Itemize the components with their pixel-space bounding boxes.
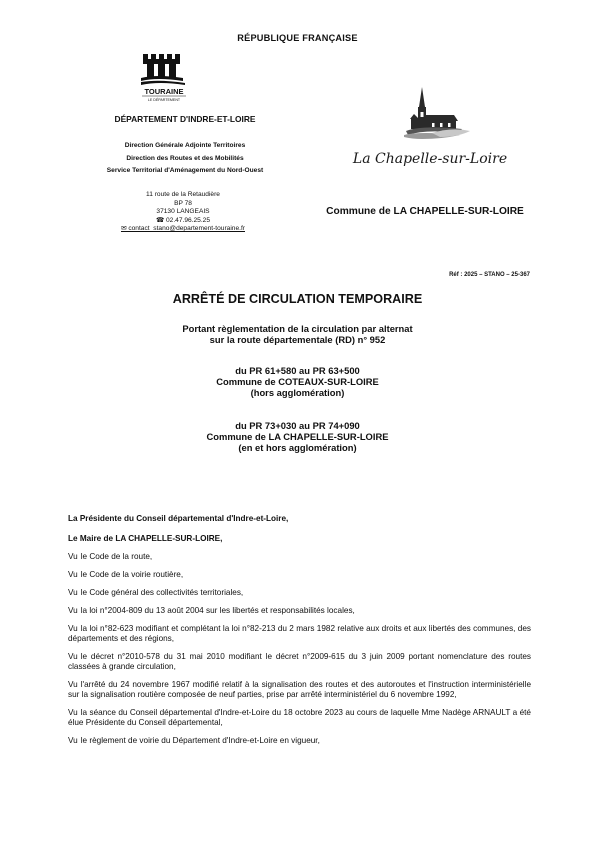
visa-vu-label: Vu (68, 708, 78, 717)
visa-text: le Code général des collectivités territoriales, (80, 588, 244, 597)
chapelle-logo-text: La Chapelle-sur-Loire (352, 151, 508, 167)
reference-number: Réf : 2025 – STANO – 25-367 (449, 272, 530, 278)
subtitle-line: (en et hors agglomération) (238, 442, 357, 453)
visa-vu-label: Vu (68, 624, 78, 633)
address-phone: ☎ 02.47.96.25.25 (155, 216, 211, 224)
visa-item (68, 552, 531, 562)
subtitle-line: Commune de LA CHAPELLE-SUR-LOIRE (206, 431, 389, 442)
document-title: ARRÊTÉ DE CIRCULATION TEMPORAIRE (172, 292, 423, 306)
department-title: DÉPARTEMENT D'INDRE-ET-LOIRE (114, 114, 256, 124)
department-line: Service Territorial d'Aménagement du Nord-Ouest (106, 167, 264, 174)
subtitle-regulation (0, 323, 595, 345)
visa-item (68, 624, 531, 644)
visas-list (68, 552, 531, 746)
visa-text: la loi n°2004-809 du 13 août 2004 sur les libertés et responsabilités locales, (80, 606, 355, 615)
visa-item (68, 588, 531, 598)
visa-text: le règlement de voirie du Département d'Indre-et-Loire en vigueur, (80, 736, 320, 745)
intro-president: La Présidente du Conseil départemental d'Indre-et-Loire, (68, 514, 289, 523)
visa-item (68, 570, 531, 580)
visa-text: l'arrêté du 24 novembre 1967 modifié relatif à la signalisation des routes et des autoroutes et l'instruction interministérielle sur la signalisation routière composée de neuf parties, prise par arrêté interministériel du 6 novembre 1992, (68, 680, 531, 699)
visa-item (68, 606, 531, 616)
visa-item (68, 680, 531, 700)
la-chapelle-sur-loire-logo (352, 85, 508, 173)
visa-text: la loi n°82-623 modifiant et complétant la loi n°82-213 du 2 mars 1982 relative aux droits et aux libertés des communes, des départements et des régions, (68, 624, 531, 643)
address-street: 11 route de la Retaudière (146, 191, 220, 198)
address-bp: BP 78 (174, 199, 192, 207)
visa-vu-label: Vu (68, 652, 78, 661)
visa-item (68, 708, 531, 728)
visa-item (68, 652, 531, 672)
visa-vu-label: Vu (68, 606, 78, 615)
subtitle-line: du PR 73+030 au PR 74+090 (235, 420, 360, 431)
address-block (98, 191, 268, 234)
subtitle-section-chapelle (0, 420, 595, 453)
touraine-logo (137, 52, 191, 102)
subtitle-line: Commune de COTEAUX-SUR-LOIRE (216, 376, 379, 387)
department-line: Direction Générale Adjointe Territoires (124, 142, 246, 149)
department-service-lines (60, 140, 310, 178)
svg-text:LE DÉPARTEMENT: LE DÉPARTEMENT (147, 98, 181, 102)
department-line: Direction des Routes et des Mobilités (126, 154, 244, 162)
visa-vu-label: Vu (68, 680, 78, 689)
visa-text: la séance du Conseil départemental d'Indre-et-Loire du 18 octobre 2023 au cours de laquelle Mme Nadège ARNAULT a été élue Présidente du Conseil départemental, (68, 708, 531, 727)
visa-item (68, 736, 531, 746)
visa-vu-label: Vu (68, 588, 78, 597)
address-email-link[interactable]: ✉ contact_stano@departement-touraine.fr (120, 225, 245, 233)
intro-maire: Le Maire de LA CHAPELLE-SUR-LOIRE, (68, 534, 223, 543)
visa-vu-label: Vu (68, 570, 78, 579)
visa-vu-label: Vu (68, 736, 78, 745)
commune-heading: Commune de LA CHAPELLE-SUR-LOIRE (326, 206, 524, 217)
subtitle-line: sur la route départementale (RD) n° 952 (209, 334, 386, 345)
address-city: 37130 LANGEAIS (156, 208, 210, 216)
republique-francaise-heading: RÉPUBLIQUE FRANÇAISE (237, 33, 358, 43)
visa-text: le décret n°2010-578 du 31 mai 2010 modifiant le décret n°2009-615 du 3 juin 2009 portant nomenclature des routes classées à grande circulation, (68, 652, 531, 671)
subtitle-section-coteaux (0, 365, 595, 398)
document-body (68, 514, 531, 754)
visa-vu-label: Vu (68, 552, 78, 561)
subtitle-line: du PR 61+580 au PR 63+500 (235, 365, 360, 376)
subtitle-line: (hors agglomération) (250, 387, 345, 398)
svg-text:TOURAINE: TOURAINE (144, 87, 184, 96)
visa-text: le Code de la route, (80, 552, 153, 561)
subtitle-line: Portant règlementation de la circulation par alternat (182, 323, 413, 334)
visa-text: le Code de la voirie routière, (80, 570, 184, 579)
